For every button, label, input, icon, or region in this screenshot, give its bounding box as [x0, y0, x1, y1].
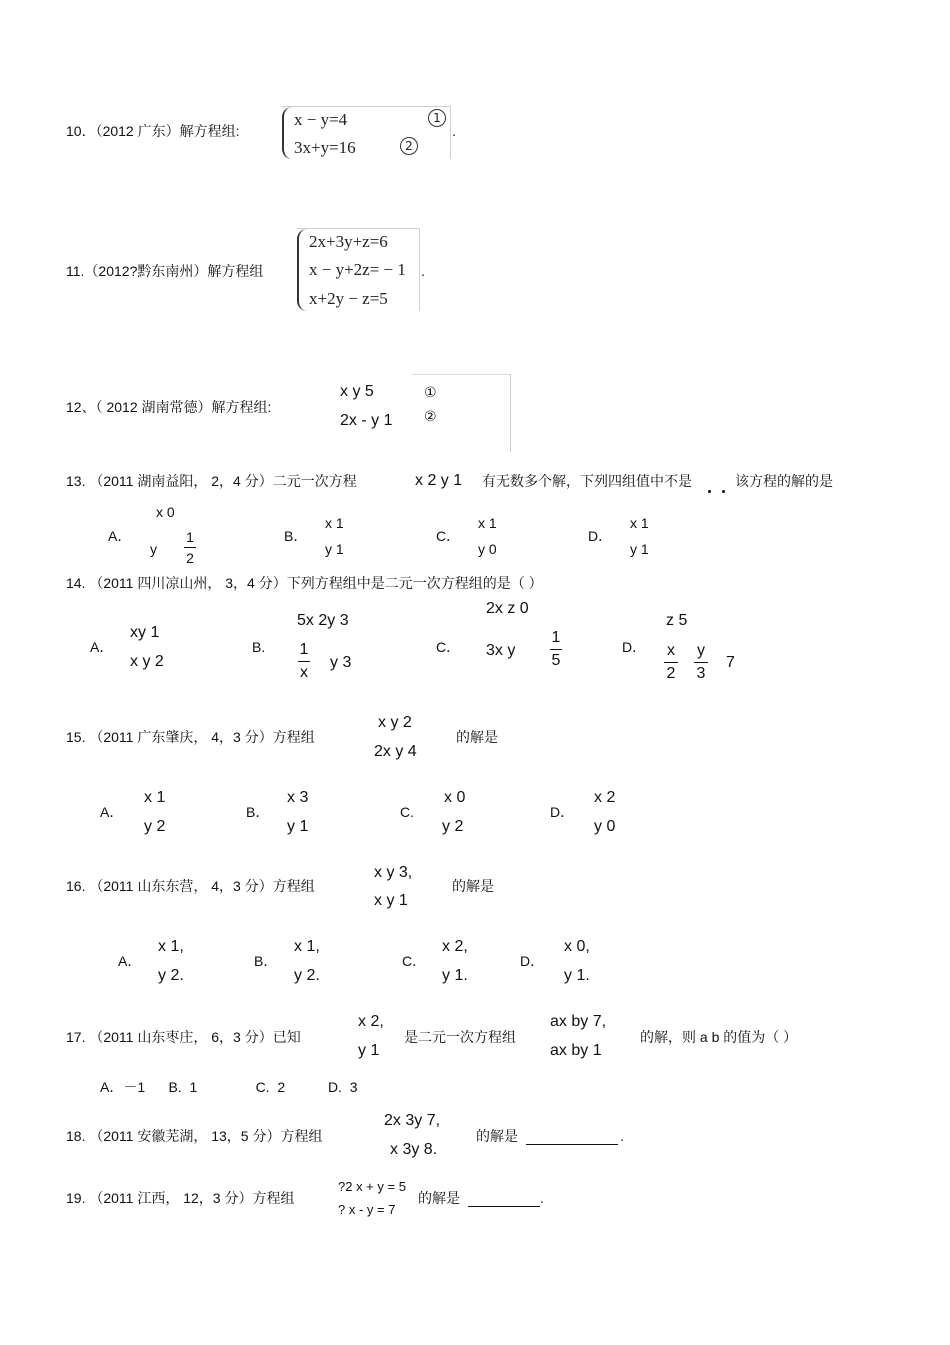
q11-label: 11.（2012?黔东南州）解方程组 — [66, 263, 264, 279]
option-label: D． — [550, 804, 575, 820]
q15-tail: 的解是 — [456, 729, 498, 745]
equation: ?2 x + y = 5 — [338, 1179, 406, 1194]
option-label: D． — [520, 953, 545, 969]
option-x: x 2 — [594, 789, 616, 806]
q18-label: 18. （2011 安徽芜湖， 13，5 分）方程组 — [66, 1128, 323, 1144]
equation: xy 1 — [130, 624, 160, 641]
option-x: x 1 — [630, 515, 649, 531]
fraction — [298, 642, 310, 681]
q16-tail: 的解是 — [452, 878, 494, 894]
option-label: C． — [436, 528, 461, 544]
fraction — [550, 630, 562, 669]
option-label: D． — [622, 639, 647, 655]
option-x: x 1 — [478, 515, 497, 531]
option-label: A． — [118, 953, 142, 969]
option-x: x 0 — [444, 789, 466, 806]
equation: 2x y 4 — [374, 743, 417, 760]
option-y: y 1. — [564, 967, 590, 984]
option-label: A． — [100, 804, 124, 820]
q13-text: 有无数多个解，下列四组值中不是 — [482, 473, 692, 489]
circled-number: 1 — [428, 109, 446, 127]
q14-label: 14. （2011 四川凉山州， 3，4 分）下列方程组中是二元一次方程组的是（ ） — [66, 575, 543, 591]
frame-edge — [510, 374, 511, 452]
option-x: x 3 — [287, 789, 309, 806]
equation: 2x 3y 7, — [384, 1112, 441, 1129]
option-x: x 1 — [325, 515, 344, 531]
equation: 3x y — [486, 642, 516, 659]
q13-label: 13. （2011 湖南益阳， 2，4 分）二元一次方程 — [66, 473, 357, 489]
fraction — [664, 643, 678, 682]
equation: 2x+3y+z=6 — [309, 232, 388, 251]
denominator: 5 — [551, 652, 561, 669]
q16-label: 16. （2011 山东东营， 4，3 分）方程组 — [66, 878, 315, 894]
option-label: D． — [588, 528, 613, 544]
equation: 7 — [726, 654, 735, 671]
option-x: x 1, — [158, 938, 184, 955]
equation: ax by 7, — [550, 1013, 607, 1030]
option-x: x 0, — [564, 938, 590, 955]
q19-label: 19. （2011 江西， 12，3 分）方程组 — [66, 1190, 295, 1206]
q19-tail: 的解是 — [418, 1190, 460, 1206]
circled-number: ② — [424, 408, 437, 424]
equation: x 2 y 1 — [415, 472, 463, 489]
numerator: y — [697, 642, 705, 659]
brace — [297, 229, 309, 311]
q17-choices: A．－1 B. 1 C. 2 D. 3 — [100, 1079, 358, 1095]
equation: y 1 — [358, 1042, 380, 1059]
equation: 5x 2y 3 — [297, 612, 349, 629]
option-y: y 2. — [294, 967, 320, 984]
q13-text: 该方程的解的是 — [735, 473, 833, 489]
fraction — [184, 530, 196, 565]
circled-number: ① — [424, 384, 437, 400]
equation: 2x z 0 — [486, 600, 529, 617]
option-label: B． — [254, 953, 278, 969]
equation: x y 1 — [374, 892, 408, 909]
equation: x y 5 — [340, 383, 374, 400]
numerator: 1 — [186, 529, 194, 545]
option-label: C. — [400, 804, 414, 820]
option-y: y 2 — [144, 818, 166, 835]
q18-end: . — [620, 1128, 624, 1144]
equation: x y 3, — [374, 864, 413, 881]
equation: z 5 — [666, 612, 688, 629]
q18-tail: 的解是 — [476, 1128, 518, 1144]
option-x: x 1 — [144, 789, 166, 806]
option-label: C． — [402, 953, 427, 969]
q10-label: 10．（2012 广东）解方程组: — [66, 123, 240, 139]
answer-blank — [468, 1205, 540, 1207]
option-y: y 1 — [287, 818, 309, 835]
option-y: y — [150, 541, 157, 557]
numerator: x — [667, 642, 675, 659]
option-y: y 1 — [630, 541, 649, 557]
option-label: B． — [284, 528, 308, 544]
option-y: y 1 — [325, 541, 344, 557]
option-y: y 2 — [442, 818, 464, 835]
equation: x+2y − z=5 — [309, 289, 388, 308]
equation: 3x+y=16 — [294, 138, 356, 157]
equation: x 2, — [358, 1013, 384, 1030]
equation: x 3y 8. — [390, 1141, 438, 1158]
q15-label: 15. （2011 广东肇庆， 4，3 分）方程组 — [66, 729, 315, 745]
fraction — [694, 643, 708, 682]
option-label: A． — [108, 528, 132, 544]
emphasis-dot — [722, 490, 725, 493]
denominator: 3 — [696, 665, 706, 682]
frame-edge — [412, 374, 510, 375]
q17-label: 17. （2011 山东枣庄， 6，3 分）已知 — [66, 1029, 301, 1045]
denominator: 2 — [186, 550, 194, 566]
option-label: B. — [252, 639, 266, 655]
equation: ? x - y = 7 — [338, 1202, 396, 1217]
option-y: y 1. — [442, 967, 468, 984]
q17-tail: 的解，则 a b 的值为（ ） — [640, 1029, 798, 1045]
q10-tail: . — [452, 123, 456, 139]
equation: x − y=4 — [294, 110, 348, 129]
equation: ax by 1 — [550, 1042, 602, 1059]
numerator: 1 — [299, 641, 309, 658]
option-x: x 0 — [156, 504, 175, 520]
option-x: x 1, — [294, 938, 320, 955]
option-y: y 0 — [594, 818, 616, 835]
q19-end: . — [540, 1190, 544, 1206]
equation: x y 2 — [378, 714, 412, 731]
equation: 2x - y 1 — [340, 412, 393, 429]
circled-number: 2 — [400, 137, 418, 155]
brace — [282, 107, 294, 159]
q12-label: 12、（ 2012 湖南常德）解方程组: — [66, 399, 272, 415]
emphasis-dot — [708, 490, 711, 493]
option-label: B． — [246, 804, 270, 820]
q11-system — [297, 228, 420, 311]
q17-text: 是二元一次方程组 — [404, 1029, 516, 1045]
option-label: C． — [436, 639, 461, 655]
equation: x y 2 — [130, 653, 164, 670]
denominator: x — [300, 664, 308, 681]
equation: y 3 — [330, 654, 352, 671]
q11-tail: . — [421, 263, 425, 279]
option-y: y 2. — [158, 967, 184, 984]
q10-system — [282, 106, 451, 159]
option-y: y 0 — [478, 541, 497, 557]
answer-blank — [526, 1143, 618, 1145]
denominator: 2 — [666, 665, 676, 682]
option-x: x 2, — [442, 938, 468, 955]
equation: x − y+2z= − 1 — [309, 260, 406, 279]
option-label: A． — [90, 639, 114, 655]
numerator: 1 — [551, 629, 561, 646]
